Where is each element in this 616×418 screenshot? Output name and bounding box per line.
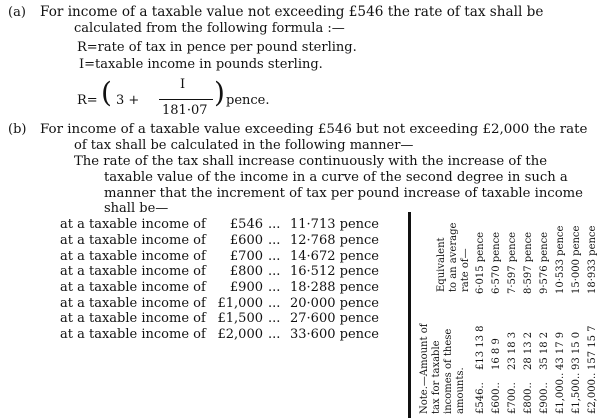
note-header-line: Equivalent bbox=[436, 237, 447, 292]
row-rate: 20·000 pence bbox=[290, 296, 379, 311]
row-income: £546 bbox=[229, 217, 263, 232]
row-rate: 16·512 pence bbox=[290, 264, 379, 279]
formula-term: 3 + bbox=[116, 93, 140, 108]
note-entry-income: £800.. bbox=[523, 382, 534, 414]
note-entry-rate: 10·533 pence bbox=[555, 225, 566, 294]
note-entry-income: £2,000.. bbox=[587, 372, 598, 414]
definition-r: R=rate of tax in pence per pound sterling. bbox=[77, 40, 357, 55]
row-rate: 18·288 pence bbox=[290, 280, 379, 295]
row-label: at a taxable income of bbox=[60, 264, 206, 279]
formula-close-paren: ) bbox=[214, 76, 225, 109]
note-label-line: Note.—Amount of bbox=[419, 323, 430, 414]
row-label: at a taxable income of bbox=[60, 311, 206, 326]
formula-unit: pence. bbox=[226, 93, 270, 108]
section-a-line-2: calculated from the following formula :— bbox=[74, 21, 345, 36]
note-label-line: amounts. bbox=[455, 367, 466, 414]
row-dots: ... bbox=[268, 264, 281, 279]
row-dots: ... bbox=[268, 217, 281, 232]
row-rate: 12·768 pence bbox=[290, 233, 379, 248]
section-b-line-1: For income of a taxable value exceeding £546 but not exceeding £2,000 the rate bbox=[40, 122, 588, 137]
note-entry-income: £600.. bbox=[491, 382, 502, 414]
formula-open-paren: ( bbox=[101, 76, 112, 109]
row-rate: 14·672 pence bbox=[290, 249, 379, 264]
note-entry-rate: 15·000 pence bbox=[571, 225, 582, 294]
section-a-line-1: For income of a taxable value not exceeding £546 the rate of tax shall be bbox=[40, 4, 544, 20]
formula-lhs: R= bbox=[77, 93, 98, 108]
note-entry-tax: 28 13 2 bbox=[523, 331, 534, 370]
note-entry-tax: £13 13 8 bbox=[475, 325, 486, 370]
note-entry-rate: 6·570 pence bbox=[491, 231, 502, 294]
note-entry-rate: 6·015 pence bbox=[475, 231, 486, 294]
row-dots: ... bbox=[268, 327, 281, 342]
para-line-4: shall be— bbox=[104, 201, 169, 216]
row-rate: 11·713 pence bbox=[290, 217, 379, 232]
note-entry-tax: 16 8 9 bbox=[491, 338, 502, 370]
note-label-line: tax for taxable bbox=[431, 340, 442, 414]
row-label: at a taxable income of bbox=[60, 249, 206, 264]
row-dots: ... bbox=[268, 249, 281, 264]
note-entry-tax: 93 15 0 bbox=[571, 331, 582, 370]
note-entry-rate: 18·933 pence bbox=[587, 225, 598, 294]
para-line-1: The rate of the tax shall increase continuously with the increase of the bbox=[74, 154, 548, 169]
note-entry-income: £1,500.. bbox=[571, 372, 582, 414]
note-entry-tax: 43 17 9 bbox=[555, 331, 566, 370]
row-income: £1,000 bbox=[217, 296, 263, 311]
row-rate: 33·600 pence bbox=[290, 327, 379, 342]
note-entry-income: £1,000.. bbox=[555, 372, 566, 414]
note-entry-rate: 7·597 pence bbox=[507, 231, 518, 294]
row-income: £1,500 bbox=[217, 311, 263, 326]
fraction-bar bbox=[159, 99, 213, 100]
row-rate: 27·600 pence bbox=[290, 311, 379, 326]
note-entry-income: £900.. bbox=[539, 382, 550, 414]
row-income: £700 bbox=[229, 249, 263, 264]
note-entry-tax: 35 18 2 bbox=[539, 331, 550, 370]
note-entry-rate: 9·576 pence bbox=[539, 231, 550, 294]
para-line-3: manner that the increment of tax per pound increase of taxable income bbox=[104, 186, 583, 201]
note-entry-tax: 23 18 3 bbox=[507, 331, 518, 370]
row-dots: ... bbox=[268, 311, 281, 326]
section-b-line-2: of tax shall be calculated in the following manner— bbox=[74, 138, 414, 153]
note-entry-income: £700.. bbox=[507, 382, 518, 414]
note-header-line: to an average bbox=[448, 222, 459, 292]
row-income: £2,000 bbox=[217, 327, 263, 342]
row-dots: ... bbox=[268, 233, 281, 248]
row-dots: ... bbox=[268, 280, 281, 295]
para-line-2: taxable value of the income in a curve of the second degree in such a bbox=[104, 170, 568, 185]
row-income: £600 bbox=[229, 233, 263, 248]
note-entry-income: £546.. bbox=[475, 382, 486, 414]
row-dots: ... bbox=[268, 296, 281, 311]
row-income: £800 bbox=[229, 264, 263, 279]
row-label: at a taxable income of bbox=[60, 280, 206, 295]
row-income: £900 bbox=[229, 280, 263, 295]
section-a-marker: (a) bbox=[8, 5, 26, 20]
row-label: at a taxable income of bbox=[60, 217, 206, 232]
section-b-marker: (b) bbox=[8, 122, 27, 137]
note-entry-tax: 157 15 7 bbox=[587, 325, 598, 370]
note-vertical-rule bbox=[408, 212, 411, 418]
row-label: at a taxable income of bbox=[60, 327, 206, 342]
formula-denominator: 181·07 bbox=[162, 103, 208, 118]
note-entry-rate: 8·597 pence bbox=[523, 231, 534, 294]
note-label-line: incomes of these bbox=[443, 328, 454, 414]
definition-i: I=taxable income in pounds sterling. bbox=[79, 57, 323, 72]
row-label: at a taxable income of bbox=[60, 296, 206, 311]
row-label: at a taxable income of bbox=[60, 233, 206, 248]
formula-numerator: I bbox=[180, 77, 186, 92]
note-header-line: rate of— bbox=[460, 248, 471, 292]
